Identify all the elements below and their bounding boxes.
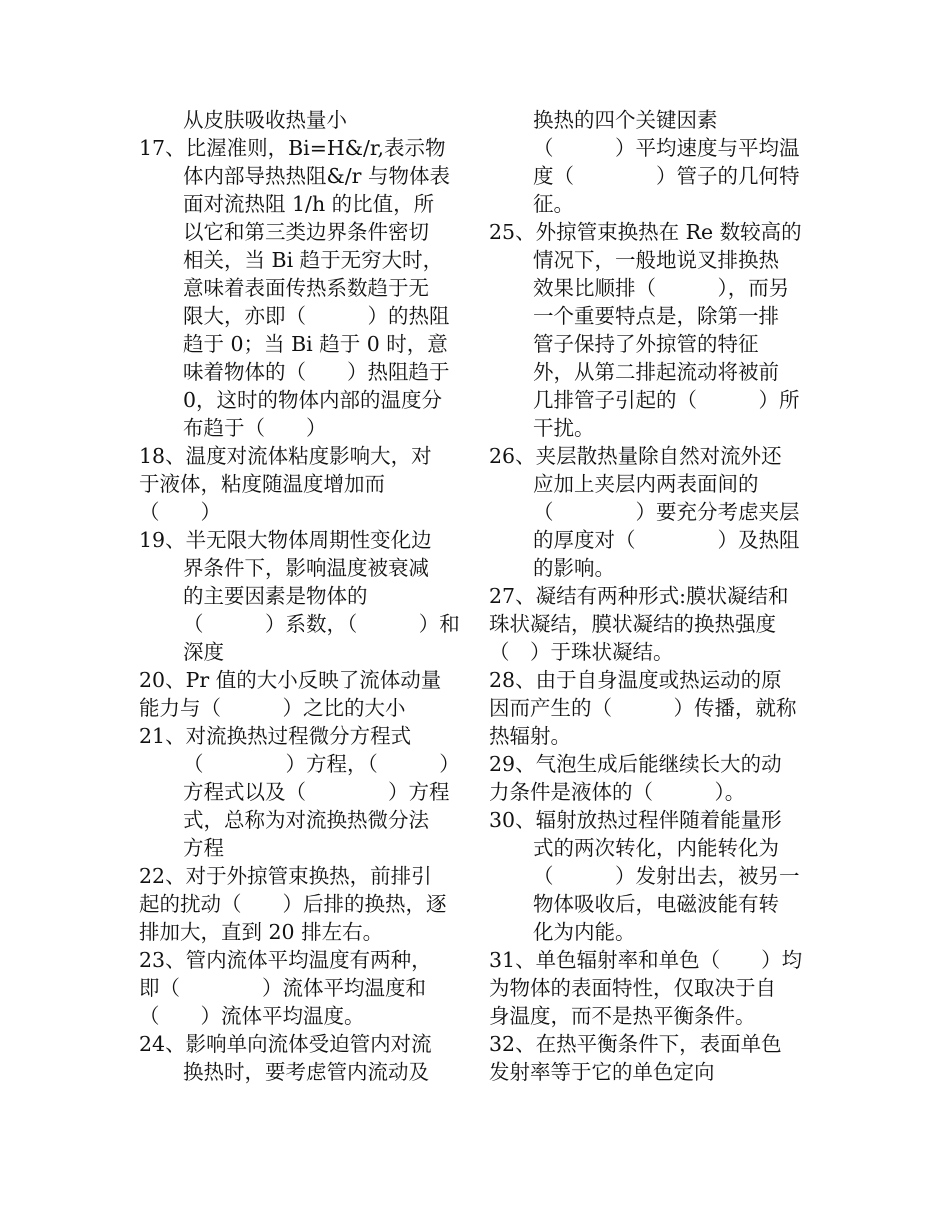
text-line: 管子保持了外掠管的特征 xyxy=(533,332,759,356)
text-line: 22、对于外掠管束换热，前排引 xyxy=(139,864,432,888)
text-line: 几排管子引起的（ ）所 xyxy=(533,388,800,412)
text-line: 身温度，而不是热平衡条件。 xyxy=(489,1004,756,1028)
text-line: （ ）平均速度与平均温 xyxy=(533,136,800,160)
question-item xyxy=(489,442,811,582)
text-line: 以它和第三类边界条件密切 xyxy=(183,220,429,244)
text-line: （ ）要充分考虑夹层 xyxy=(533,500,800,524)
text-line: 23、管内流体平均温度有两种， xyxy=(139,948,432,972)
text-line: 17、比渥准则，Bi=H&/r,表示物 xyxy=(139,136,446,160)
text-line: 24、影响单向流体受迫管内对流 xyxy=(139,1032,432,1056)
text-line: 式的两次转化，内能转化为 xyxy=(533,836,779,860)
text-line: 于液体，粘度随温度增加而 xyxy=(139,472,385,496)
text-line: （ ）流体平均温度。 xyxy=(139,1004,365,1028)
text-line: 从皮肤吸收热量小 xyxy=(183,108,347,132)
text-line: 27、凝结有两种形式:膜状凝结和 xyxy=(489,584,789,608)
text-line: 因而产生的（ ）传播，就称 xyxy=(489,696,797,720)
text-line: 外，从第二排起流动将被前 xyxy=(533,360,779,384)
left-column xyxy=(139,106,461,1086)
text-line: 珠状凝结，膜状凝结的换热强度 xyxy=(489,612,776,636)
text-line: （ ）于珠状凝结。 xyxy=(489,640,674,664)
question-item xyxy=(489,1030,811,1086)
text-line: 征。 xyxy=(533,192,574,216)
text-line: 26、夹层散热量除自然对流外还 xyxy=(489,444,782,468)
question-item xyxy=(139,862,461,946)
text-line: 热辐射。 xyxy=(489,724,571,748)
text-line: （ ）方程，（ ） xyxy=(183,752,460,776)
question-item xyxy=(489,750,811,806)
text-line: 发射率等于它的单色定向 xyxy=(489,1060,715,1084)
text-line: 换热时，要考虑管内流动及 xyxy=(183,1060,429,1084)
text-line: 情况下，一般地说叉排换热 xyxy=(533,248,779,272)
text-line: （ ）发射出去，被另一 xyxy=(533,864,800,888)
text-line: 意味着表面传热系数趋于无 xyxy=(183,276,429,300)
question-item xyxy=(139,946,461,1030)
question-item xyxy=(489,106,811,218)
question-item xyxy=(139,526,461,666)
text-line: 界条件下，影响温度被衰减 xyxy=(183,556,429,580)
text-line: 度（ ）管子的几何特 xyxy=(533,164,800,188)
text-line: 的影响。 xyxy=(533,556,615,580)
question-item xyxy=(489,666,811,750)
text-line: 的厚度对（ ）及热阻 xyxy=(533,528,800,552)
question-item xyxy=(139,106,461,134)
text-line: 21、对流换热过程微分方程式 xyxy=(139,724,412,748)
text-line: 面对流热阻 1/h 的比值，所 xyxy=(183,192,435,216)
text-line: 起的扰动（ ）后排的换热，逐 xyxy=(139,892,447,916)
text-line: 的主要因素是物体的 xyxy=(183,584,368,608)
text-line: 式，总称为对流换热微分法 xyxy=(183,808,429,832)
text-line: 即（ ）流体平均温度和 xyxy=(139,976,426,1000)
text-line: 30、辐射放热过程伴随着能量形 xyxy=(489,808,782,832)
text-line: 31、单色辐射率和单色（ ）均 xyxy=(489,948,803,972)
text-line: 布趋于（ ） xyxy=(183,416,327,440)
question-item xyxy=(139,1030,461,1086)
text-line: 限大，亦即（ ）的热阻 xyxy=(183,304,450,328)
text-line: 趋于 0；当 Bi 趋于 0 时，意 xyxy=(183,332,448,356)
text-line: 物体吸收后，电磁波能有转 xyxy=(533,892,779,916)
text-line: （ ）系数，（ ）和 xyxy=(183,612,460,636)
question-item xyxy=(489,946,811,1030)
text-line: 为物体的表面特性，仅取决于自 xyxy=(489,976,776,1000)
text-line: 相关，当 Bi 趋于无穷大时， xyxy=(183,248,444,272)
text-line: 方程 xyxy=(183,836,224,860)
question-item xyxy=(489,582,811,666)
text-line: 方程式以及（ ）方程 xyxy=(183,780,450,804)
text-line: 应加上夹层内两表面间的 xyxy=(533,472,759,496)
question-item xyxy=(139,722,461,862)
question-item xyxy=(139,666,461,722)
text-line: 换热的四个关键因素 xyxy=(533,108,718,132)
text-line: 化为内能。 xyxy=(533,920,636,944)
question-item xyxy=(139,134,461,442)
text-line: 能力与（ ）之比的大小 xyxy=(139,696,406,720)
question-item xyxy=(489,806,811,946)
text-line: 32、在热平衡条件下，表面单色 xyxy=(489,1032,782,1056)
text-line: 19、半无限大物体周期性变化边 xyxy=(139,528,432,552)
text-line: 体内部导热热阻&/r 与物体表 xyxy=(183,164,450,188)
text-line: 0，这时的物体内部的温度分 xyxy=(183,388,443,412)
text-line: 效果比顺排（ ），而另 xyxy=(533,276,790,300)
text-line: 味着物体的（ ）热阻趋于 xyxy=(183,360,450,384)
text-line: 25、外掠管束换热在 Re 数较高的 xyxy=(489,220,802,244)
right-column xyxy=(489,106,811,1086)
question-item xyxy=(139,442,461,526)
text-line: 干扰。 xyxy=(533,416,595,440)
text-line: 28、由于自身温度或热运动的原 xyxy=(489,668,782,692)
text-line: 深度 xyxy=(183,640,224,664)
question-item xyxy=(489,218,811,442)
text-line: 力条件是液体的（ ）。 xyxy=(489,780,746,804)
text-line: （ ） xyxy=(139,500,221,524)
text-line: 29、气泡生成后能继续长大的动 xyxy=(489,752,782,776)
text-line: 一个重要特点是，除第一排 xyxy=(533,304,779,328)
text-line: 18、温度对流体粘度影响大，对 xyxy=(139,444,432,468)
text-line: 排加大，直到 20 排左右。 xyxy=(139,920,384,944)
text-line: 20、Pr 值的大小反映了流体动量 xyxy=(139,668,442,692)
